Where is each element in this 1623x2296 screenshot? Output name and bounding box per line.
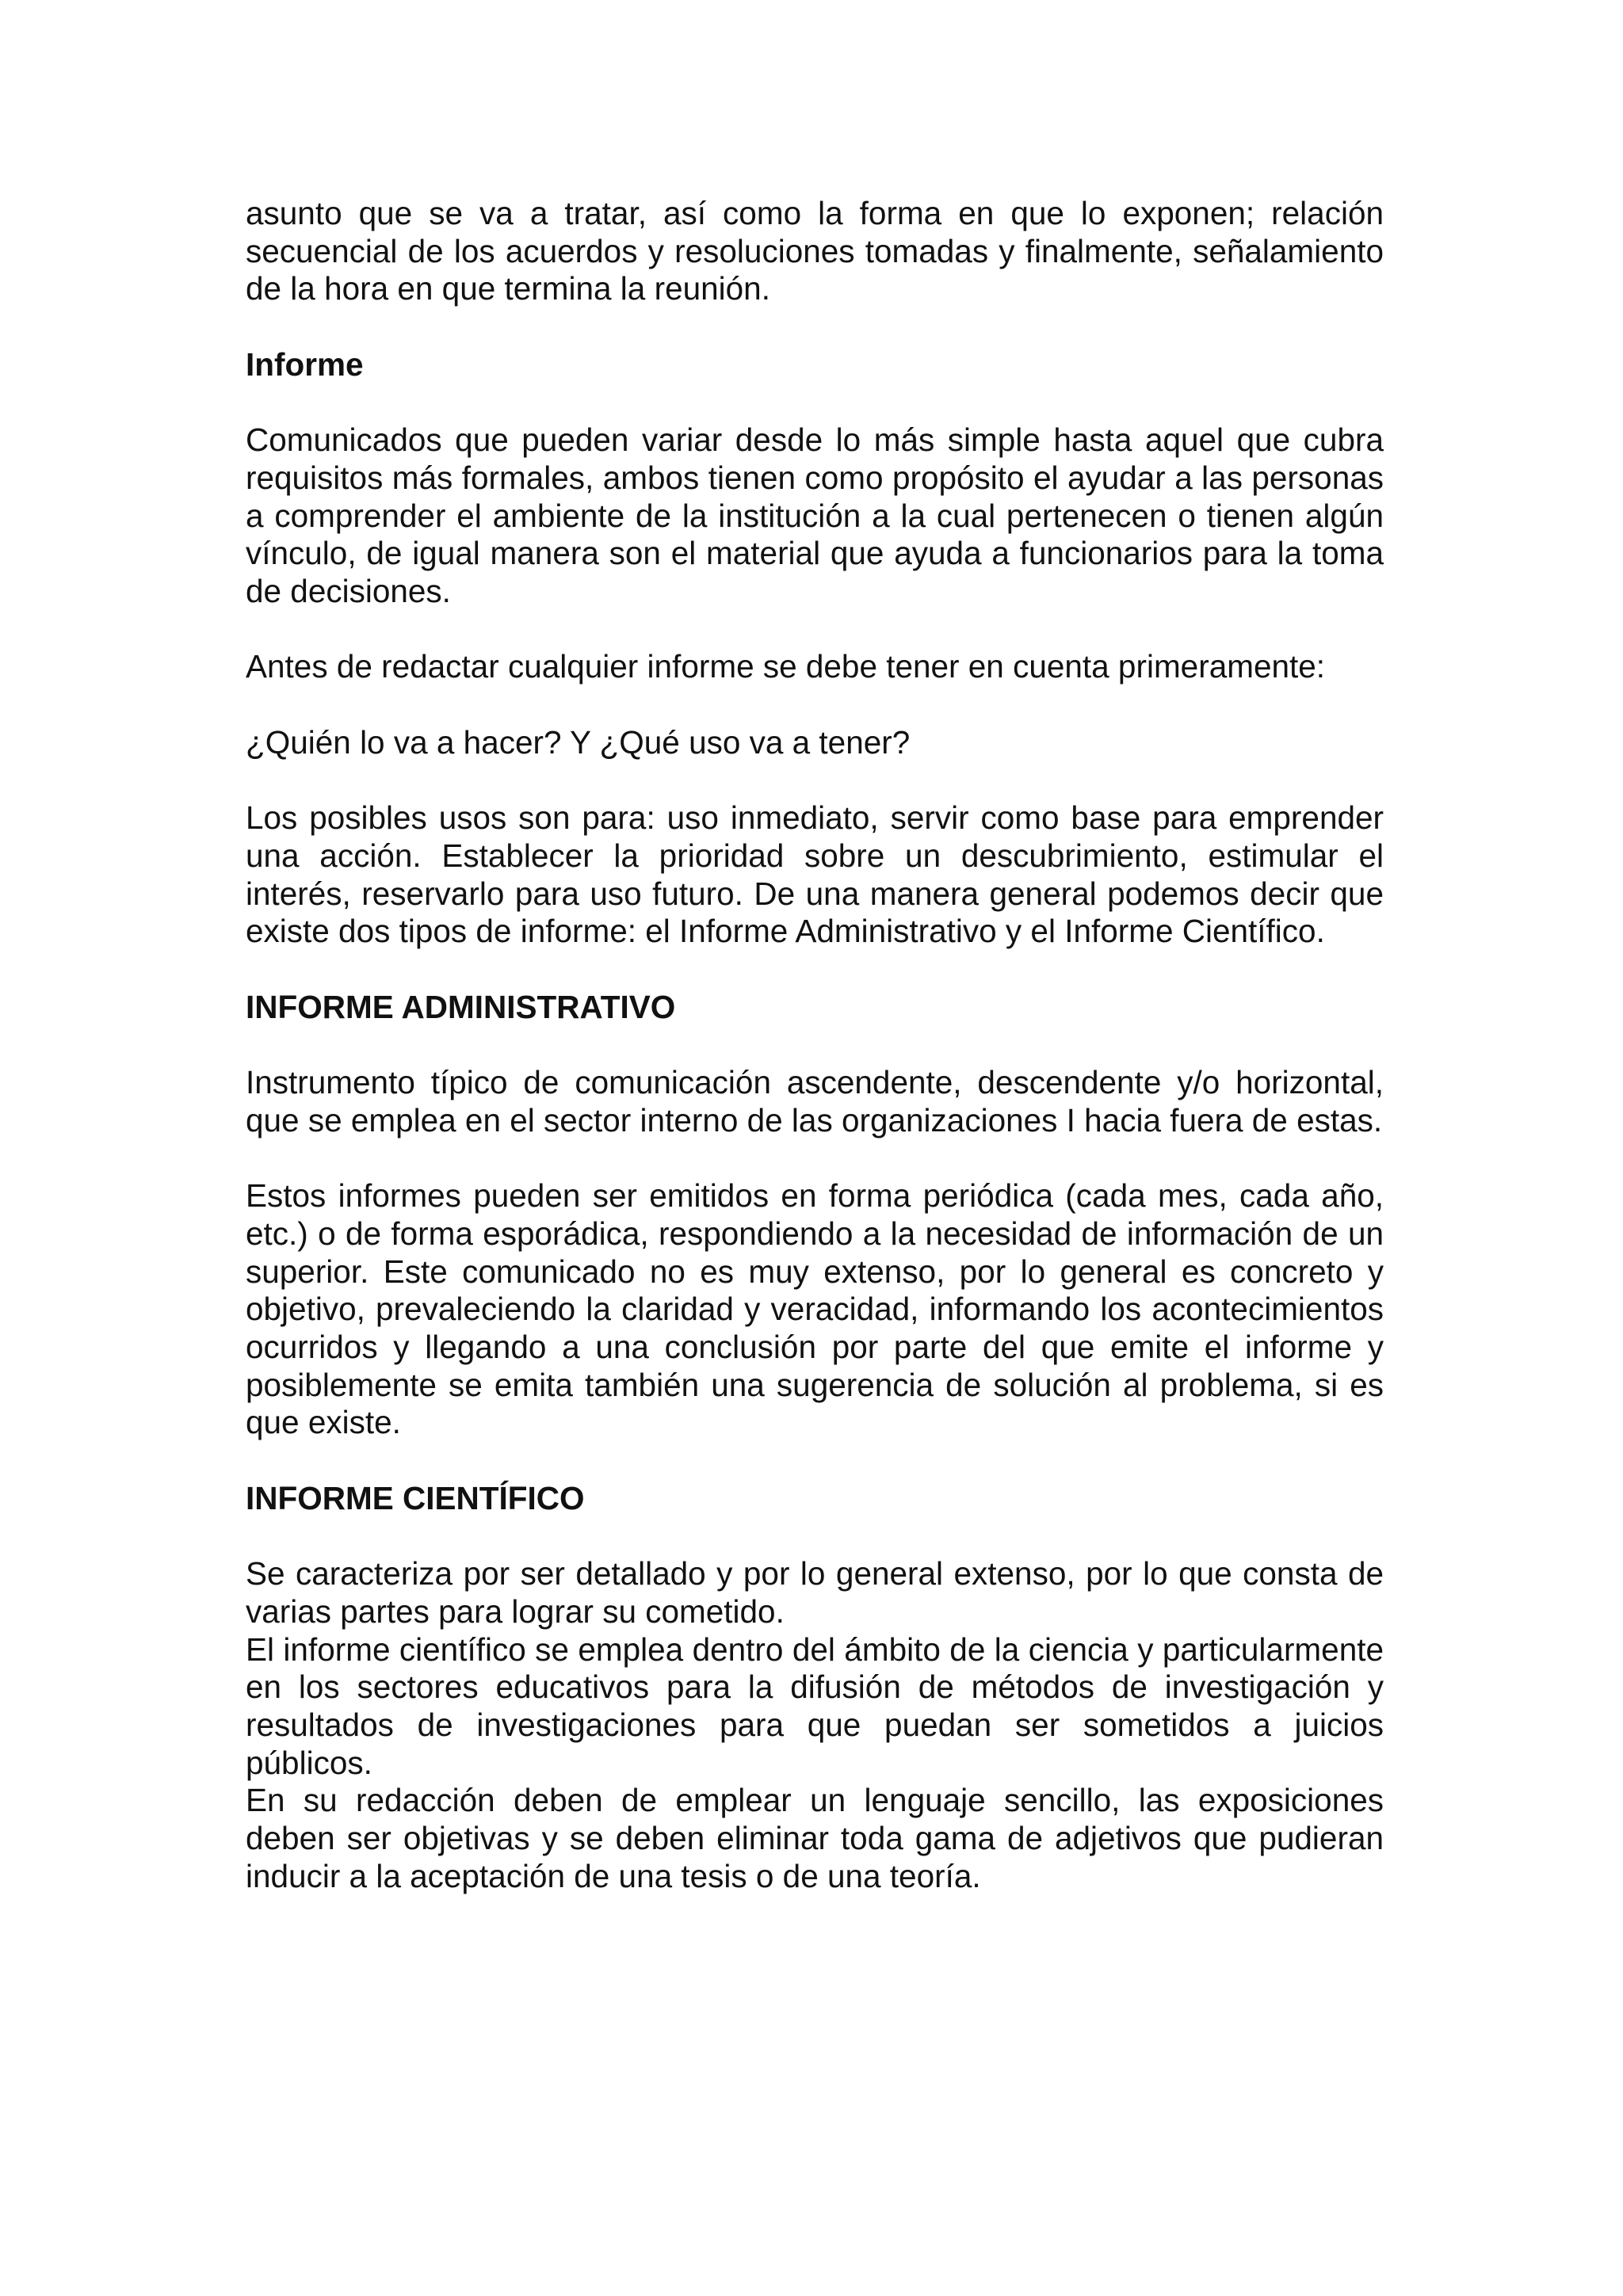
paragraph-cientifico-definition: Se caracteriza por ser detallado y por lo general extenso, por lo que consta de varias partes para lograr su cometido.	[246, 1555, 1384, 1630]
paragraph-antes-de-redactar: Antes de redactar cualquier informe se debe tener en cuenta primeramente:	[246, 648, 1326, 685]
paragraph-informe-definition: Comunicados que pueden variar desde lo más simple hasta aquel que cubra requisitos más formales, ambos tienen como propósito el ayudar a las personas a comprender el ambiente de la institución a la cual pertenecen o tienen algún vínculo, de igual manera son el material que ayuda a funcionarios para la toma de decisiones.	[246, 421, 1384, 609]
paragraph-posibles-usos: Los posibles usos son para: uso inmediato, servir como base para emprender una acción. Establecer la prioridad sobre un descubrimiento, estimular el interés, reservarlo para uso futuro. De una manera general podemos decir que existe dos tipos de informe: el Informe Administrativo y el Informe Científico.	[246, 799, 1384, 950]
paragraph-admin-definition: Instrumento típico de comunicación ascendente, descendente y/o horizontal, que se emplea en el sector interno de las organizaciones I hacia fuera de estas.	[246, 1064, 1384, 1138]
heading-informe-administrativo: INFORME ADMINISTRATIVO	[246, 988, 676, 1025]
heading-informe-cientifico: INFORME CIENTÍFICO	[246, 1479, 585, 1516]
document-body	[246, 195, 1384, 1895]
paragraph-acta-continuation: asunto que se va a tratar, así como la forma en que lo exponen; relación secuencial de los acuerdos y resoluciones tomadas y finalmente, señalamiento de la hora en que termina la reunión.	[246, 195, 1384, 307]
paragraph-cientifico-ambito: El informe científico se emplea dentro del ámbito de la ciencia y particularmente en los sectores educativos para la difusión de métodos de investigación y resultados de investigaciones para que puedan ser sometidos a juicios públicos.	[246, 1630, 1384, 1781]
heading-informe: Informe	[246, 345, 364, 383]
paragraph-admin-details: Estos informes pueden ser emitidos en forma periódica (cada mes, cada año, etc.) o de forma esporádica, respondiendo a la necesidad de información de un superior. Este comunicado no es muy extenso, por lo general es concreto y objetivo, prevaleciendo la claridad y veracidad, informando los acontecimientos ocurridos y llegando a una conclusión por parte del que emite el informe y posiblemente se emita también una sugerencia de solución al problema, si es que existe.	[246, 1177, 1384, 1441]
paragraph-questions: ¿Quién lo va a hacer? Y ¿Qué uso va a tener?	[246, 723, 911, 761]
paragraph-cientifico-redaccion: En su redacción deben de emplear un lenguaje sencillo, las exposiciones deben ser objetivas y se deben eliminar toda gama de adjetivos que pudieran inducir a la aceptación de una tesis o de una teoría.	[246, 1782, 1384, 1894]
